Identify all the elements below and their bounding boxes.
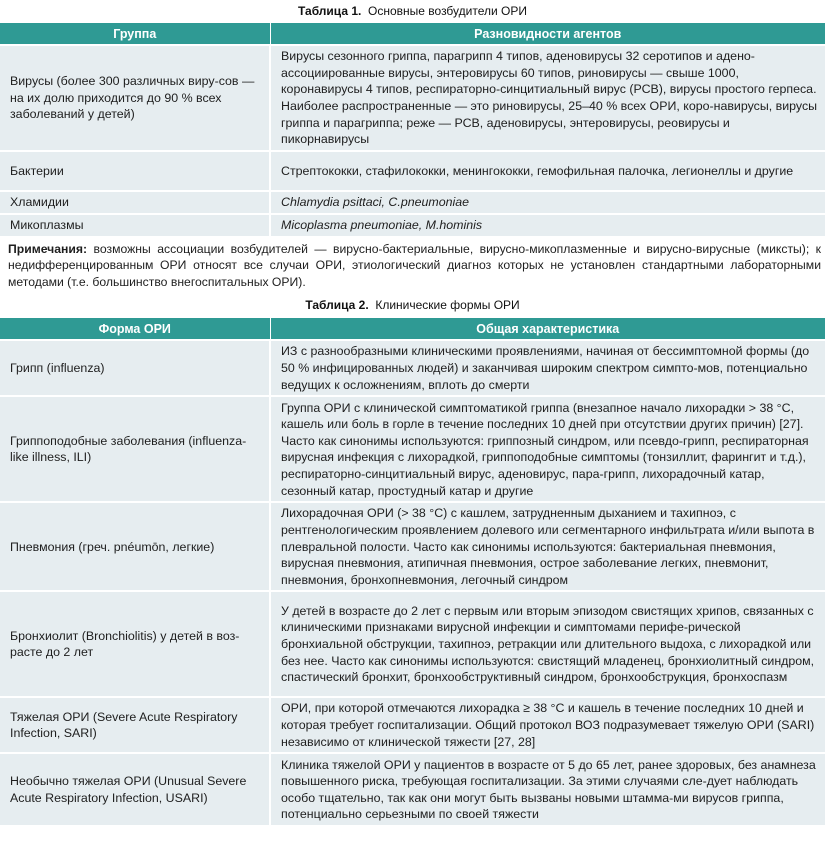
table1-note-label: Примечания:: [8, 241, 88, 256]
table2-header-description: Общая характеристика: [270, 318, 825, 340]
table-row: [0, 340, 825, 396]
table-row: [0, 591, 825, 697]
table-row: [0, 396, 825, 502]
table1: [0, 23, 825, 236]
table2-caption: [0, 290, 825, 318]
table-row: [0, 191, 825, 214]
table2-header-row: [0, 318, 825, 340]
table-row: [0, 151, 825, 191]
table-row: [0, 753, 825, 825]
table1-cell-agents: Chlamydia psittaci, C.pneumoniae: [281, 195, 470, 209]
table1-cell-group: Бактерии: [0, 151, 270, 191]
table1-cell-group: Вирусы (более 300 различных виру-сов — на их долю приходится до 90 % всех заболеваний у детей): [0, 45, 270, 151]
table2-cell-form: Грипп (influenza): [0, 340, 270, 396]
table2-caption-title: Клинические формы ОРИ: [375, 298, 520, 313]
table2: [0, 318, 825, 825]
table-row: [0, 214, 825, 236]
table2-header-form: Форма ОРИ: [0, 318, 270, 340]
table1-header-row: [0, 23, 825, 45]
table2-cell-form: Бронхиолит (Bronchiolitis) у детей в воз-расте до 2 лет: [0, 591, 270, 697]
table1-caption-title: Основные возбудители ОРИ: [368, 4, 527, 18]
table2-cell-form: Гриппоподобные заболевания (influenza-like illness, ILI): [0, 396, 270, 502]
table2-cell-description: Группа ОРИ с клинической симптоматикой гриппа (внезапное начало лихорадки > 38 °С, кашель или боль в горле в течение последних 10 дней при отсутствии других причин) [27]. Часто как синонимы используются: гриппозный синдром, или псевдо-грипп, респираторная вирусная инфекция с лихорадкой, гриппоподобные симптомы (тонзиллит, фарингит и т.д.), респираторно-синцитиальный вирус, аденовирус, пара-грипп, лихорадочный катар, сезонный катар, простудный катар и другие: [270, 396, 825, 502]
table2-cell-form: Пневмония (греч. pnéumōn, легкие): [0, 502, 270, 591]
table1-caption: [0, 0, 825, 23]
table-row: [0, 697, 825, 753]
table2-cell-form: Тяжелая ОРИ (Severe Acute Respiratory Infection, SARI): [0, 697, 270, 753]
table1-caption-number: Таблица 1.: [297, 4, 362, 18]
table1-note: [0, 236, 825, 291]
table2-caption-number: Таблица 2.: [305, 298, 369, 313]
table1-cell-group: Микоплазмы: [0, 214, 270, 236]
table1-header-agents: Разновидности агентов: [270, 23, 825, 45]
table1-cell-agents: Вирусы сезонного гриппа, парагрипп 4 типов, аденовирусы 32 серотипов и адено-ассоциированные вирусы, энтеровирусы 60 типов, риновирусы — свыше 1000, коронавирусы 4 типов, респираторно-синцитиальный вирус (РСВ), вирусы простого герпеса. Наиболее распространенные — это риновирусы, 25–40 % всех ОРИ, коро-навирусы, вирусы гриппа и парагриппа; реже — РСВ, аденовирусы, энтеровирусы, реовирусы и пикорнавирусы: [270, 45, 825, 151]
table1-header-group: Группа: [0, 23, 270, 45]
table-row: [0, 502, 825, 591]
table1-cell-agents: Micoplasma pneumoniae, M.hominis: [281, 217, 483, 232]
table2-cell-description: ИЗ с разнообразными клиническими проявлениями, начиная от бессимптомной формы (до 50 % инфицированных людей) и заканчивая широким спектром симпто-мов, потенциально ведущих к осложнениям, вплоть до смерти: [270, 340, 825, 396]
table1-note-text: возможны ассоциации возбудителей — вирусно-бактериальные, вирусно-микоплазменные и вирусно-вирусные (миксты); к недифференцированным ОРИ относят все случаи ОРИ, этиологический диагноз которых не установлен стандартными лабораторными методами (т.е. большинство внегоспитальных ОРИ).: [8, 241, 822, 289]
table2-cell-description: Лихорадочная ОРИ (> 38 °С) с кашлем, затрудненным дыханием и тахипноэ, с рентгенологическим проявлением долевого или сегментарного инфильтрата и/или выпота в плевральной полости. Часто как синонимы используются: бактериальная пневмония, вирусная пневмония, атипичная пневмония, острое заболевание легких, пневмонит, пневмония, бронхопневмония, легочный синдром: [270, 502, 825, 591]
table2-cell-description: Клиника тяжелой ОРИ у пациентов в возрасте от 5 до 65 лет, ранее здоровых, без анамнеза повышенного риска, требующая госпитализации. За этими случаями сле-дует наблюдать особо тщательно, так как они могут быть вызваны новыми штамма-ми вирусов гриппа, потенциально серьезными по своей тяжести: [270, 753, 825, 825]
table2-cell-description: У детей в возрасте до 2 лет с первым или вторым эпизодом свистящих хрипов, связанных с клиническими признаками вирусной инфекции и симптомами перифе-рической бронхиальной обструкции, тахипноэ, ретракции или длительного выдоха, с лихорадкой или без нее. Часто как синонимы используются: свистящий младенец, бронхиолитный синдром, спастический бронхит, бронхообструктивный синдром, бронхообструкция, бронхоспазм: [270, 591, 825, 697]
table1-cell-agents: Стрептококки, стафилококки, менингококки, гемофильная палочка, легионеллы и другие: [270, 151, 825, 191]
table2-cell-form: Необычно тяжелая ОРИ (Unusual Severe Acute Respiratory Infection, USARI): [0, 753, 270, 825]
table2-cell-description: ОРИ, при которой отмечаются лихорадка ≥ 38 °С и кашель в течение последних 10 дней и которая требует госпитализации. Общий протокол ВОЗ подразумевает тяжелую ОРИ (SARI) независимо от клинической тяжести [27, 28]: [270, 697, 825, 753]
table1-cell-group: Хламидии: [0, 191, 270, 214]
table-row: [0, 45, 825, 151]
